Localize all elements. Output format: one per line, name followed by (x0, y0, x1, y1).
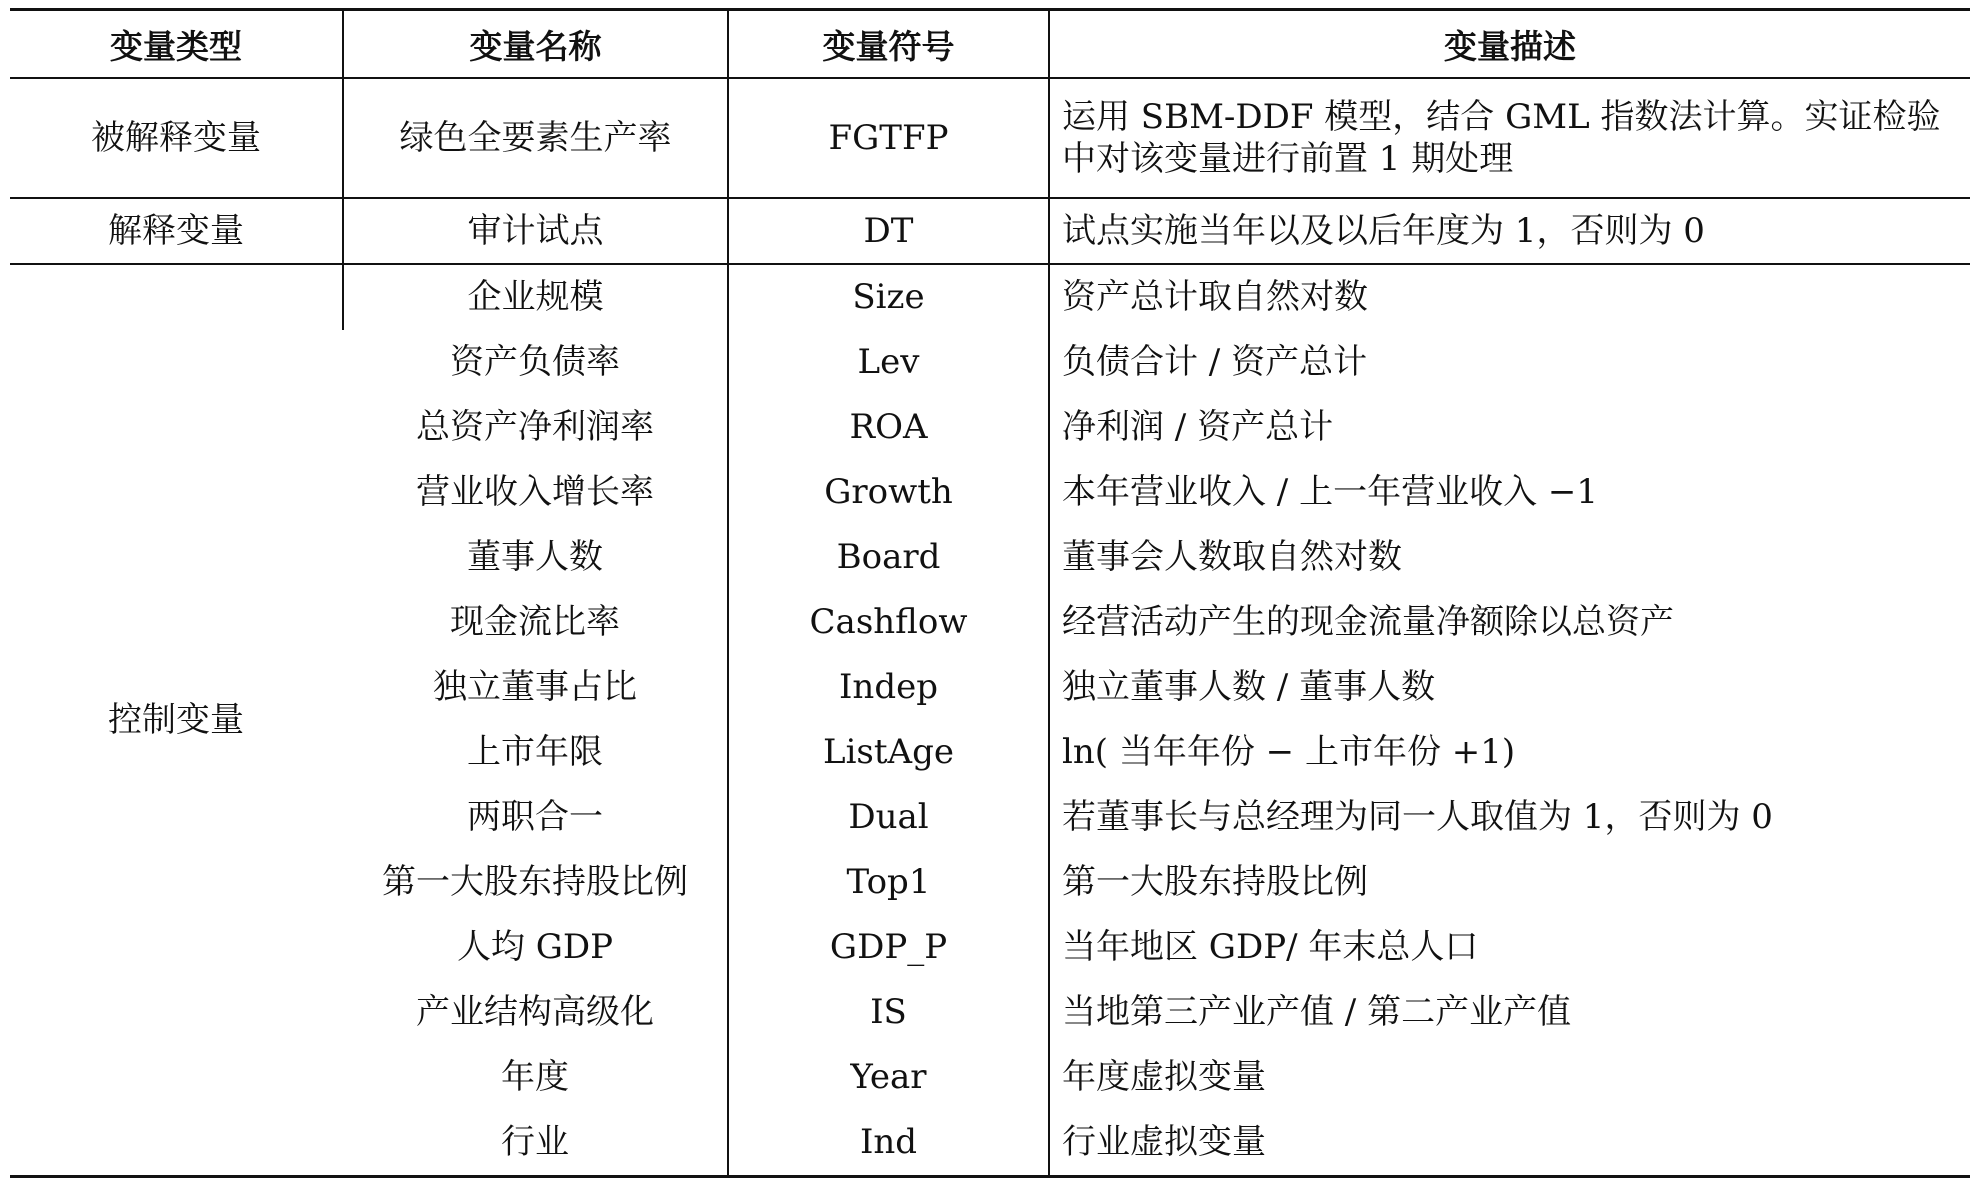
cell-name: 上市年限 (467, 732, 603, 773)
cell-description: 第一大股东持股比例 (1049, 850, 1970, 915)
cell-name: 产业结构高级化 (416, 992, 654, 1033)
cell-symbol: FGTFP (728, 78, 1049, 198)
cell-symbol: GDP_P (728, 915, 1049, 980)
cell-name: 两职合一 (467, 797, 603, 838)
cell-description: 独立董事人数 / 董事人数 (1049, 655, 1970, 720)
cell-symbol: ROA (728, 395, 1049, 460)
cell-symbol: Growth (728, 460, 1049, 525)
cell-symbol: Year (728, 1045, 1049, 1110)
table-row-control (10, 264, 1970, 330)
cell-symbol: Cashflow (728, 590, 1049, 655)
cell-name: 董事人数 (467, 537, 603, 578)
cell-name: 第一大股东持股比例 (382, 862, 688, 903)
cell-description: 行业虚拟变量 (1049, 1110, 1970, 1177)
cell-description: 经营活动产生的现金流量净额除以总资产 (1049, 590, 1970, 655)
cell-description: ln( 当年年份 − 上市年份 +1) (1049, 720, 1970, 785)
cell-type: 控制变量 (10, 264, 343, 1177)
table-body (10, 78, 1970, 1177)
cell-symbol: Lev (728, 330, 1049, 395)
cell-name: 年度 (501, 1057, 569, 1098)
header-row (10, 10, 1970, 79)
cell-name: 总资产净利润率 (416, 407, 654, 448)
cell-symbol: DT (728, 198, 1049, 264)
cell-symbol: Top1 (728, 850, 1049, 915)
table-header (10, 10, 1970, 79)
cell-description: 试点实施当年以及以后年度为 1，否则为 0 (1049, 198, 1970, 264)
cell-name: 独立董事占比 (433, 667, 637, 708)
cell-description: 资产总计取自然对数 (1049, 264, 1970, 330)
cell-name: 绿色全要素生产率 (343, 78, 728, 198)
table-row-explained (10, 78, 1970, 198)
cell-name: 企业规模 (343, 264, 728, 330)
cell-name: 人均 GDP (456, 927, 614, 968)
cell-description: 董事会人数取自然对数 (1049, 525, 1970, 590)
cell-name: 现金流比率 (450, 602, 620, 643)
cell-type: 被解释变量 (10, 78, 343, 198)
cell-description: 净利润 / 资产总计 (1049, 395, 1970, 460)
cell-description: 当年地区 GDP/ 年末总人口 (1049, 915, 1970, 980)
cell-name: 营业收入增长率 (416, 472, 654, 513)
variable-definition-table (10, 8, 1970, 1178)
cell-name: 资产负债率 (450, 342, 620, 383)
cell-name: 行业 (343, 1110, 728, 1177)
cell-symbol: IS (728, 980, 1049, 1045)
cell-symbol: Size (728, 264, 1049, 330)
header-variable-symbol: 变量符号 (728, 10, 1049, 79)
header-variable-name: 变量名称 (343, 10, 728, 79)
table-row-explanatory (10, 198, 1970, 264)
header-variable-description: 变量描述 (1049, 10, 1970, 79)
cell-symbol: ListAge (728, 720, 1049, 785)
cell-type: 解释变量 (10, 198, 343, 264)
cell-symbol: Board (728, 525, 1049, 590)
cell-description: 年度虚拟变量 (1049, 1045, 1970, 1110)
cell-description: 若董事长与总经理为同一人取值为 1，否则为 0 (1049, 785, 1970, 850)
cell-description: 负债合计 / 资产总计 (1049, 330, 1970, 395)
cell-description: 当地第三产业产值 / 第二产业产值 (1049, 980, 1970, 1045)
cell-symbol: Ind (728, 1110, 1049, 1177)
cell-symbol: Indep (728, 655, 1049, 720)
cell-symbol: Dual (728, 785, 1049, 850)
header-variable-type: 变量类型 (10, 10, 343, 79)
cell-description: 运用 SBM-DDF 模型，结合 GML 指数法计算。实证检验中对该变量进行前置 1 期处理 (1049, 78, 1970, 198)
cell-description: 本年营业收入 / 上一年营业收入 −1 (1049, 460, 1970, 525)
variable-definition-table-container (10, 8, 1970, 1178)
cell-name: 审计试点 (343, 198, 728, 264)
